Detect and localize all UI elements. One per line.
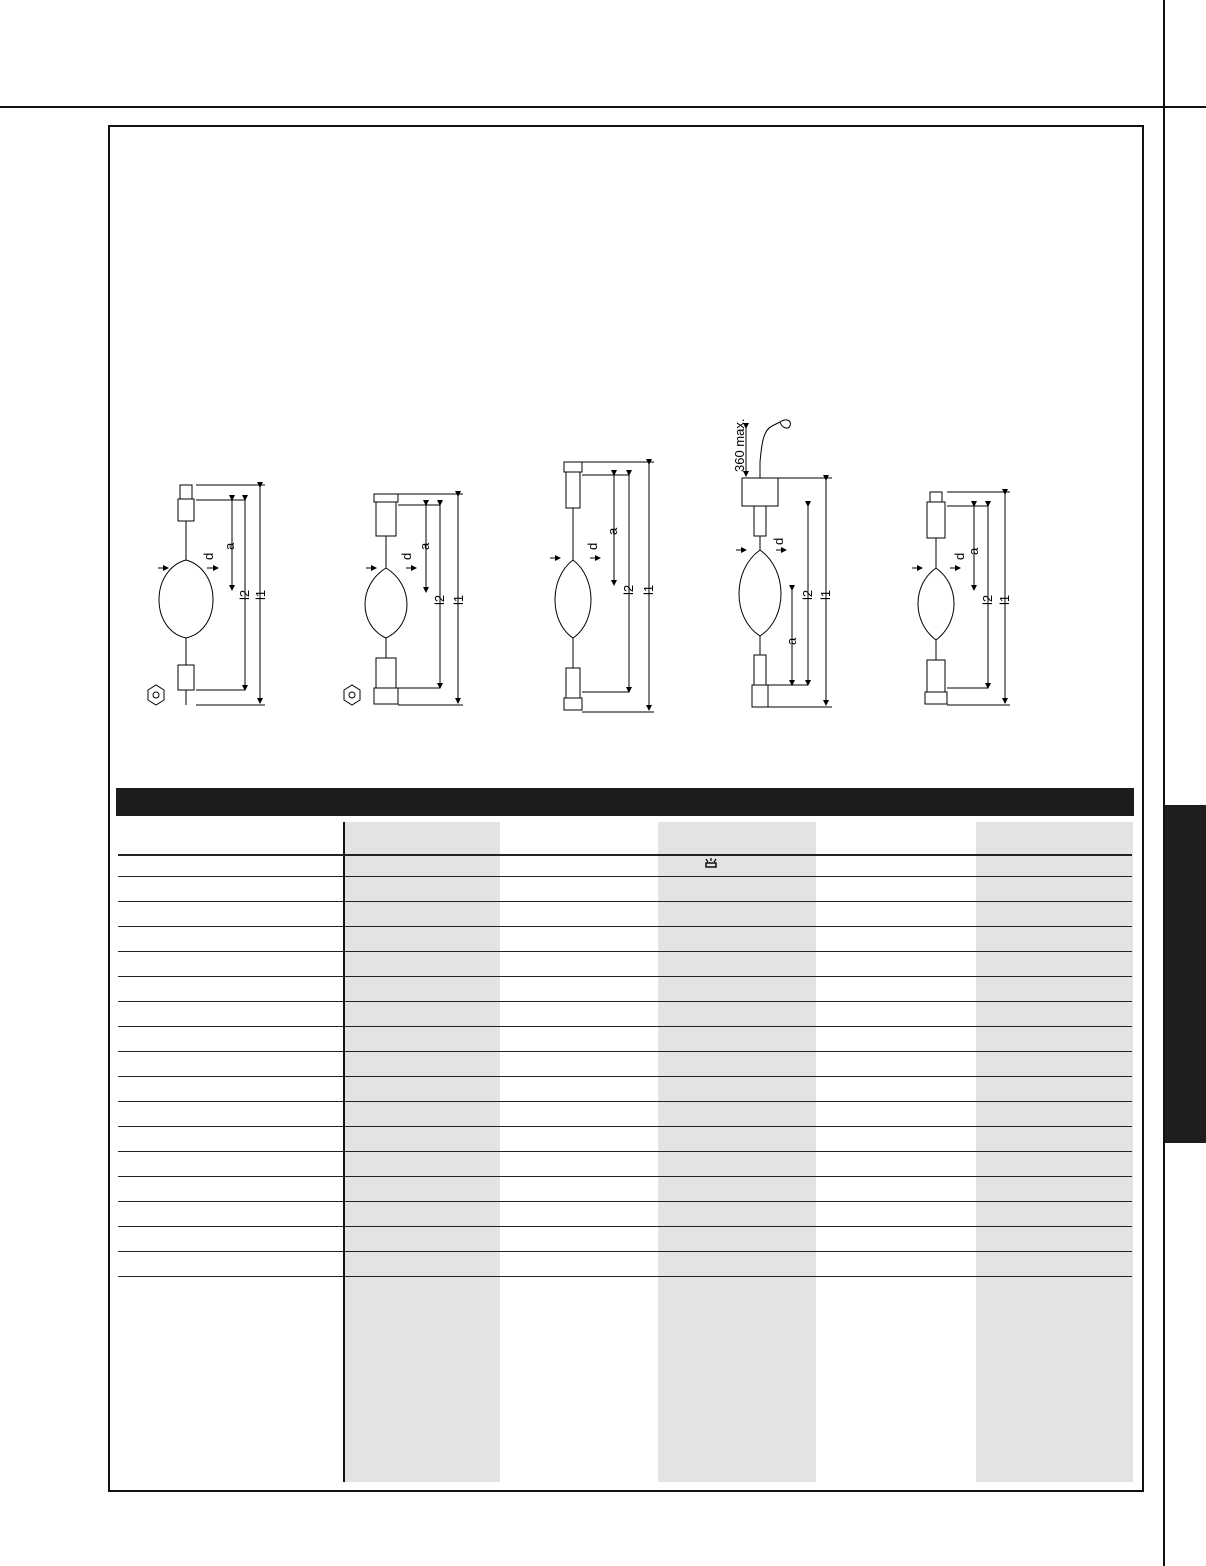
table-row-line [118, 1051, 1132, 1052]
table-column-2 [500, 822, 658, 1482]
right-margin-rule [1163, 0, 1165, 1566]
table-row-line [118, 1251, 1132, 1252]
table-row-line [118, 854, 1132, 856]
table-row-line [118, 926, 1132, 927]
svg-text:l1: l1 [641, 584, 656, 595]
table-column-5 [976, 822, 1133, 1482]
svg-text:l1: l1 [818, 589, 833, 600]
table-column-1 [345, 822, 500, 1482]
lamp-drawing-1 [148, 485, 268, 705]
svg-text:l2: l2 [432, 594, 447, 605]
svg-text:l2: l2 [621, 584, 636, 595]
table-row-line [118, 1276, 1132, 1277]
table-row-line [118, 1101, 1132, 1102]
lamp-drawing-5 [912, 492, 1012, 705]
lamp-drawings [110, 400, 1140, 730]
table-row-line [118, 1026, 1132, 1027]
svg-text:a: a [417, 542, 432, 550]
svg-text:a: a [966, 547, 981, 555]
svg-text:l2: l2 [980, 594, 995, 605]
table-header-bar [116, 788, 1134, 816]
table-row-line [118, 1126, 1132, 1127]
dim-label-l1: l1 [253, 589, 268, 600]
top-rule [0, 106, 1206, 108]
dim-label-d: d [201, 552, 216, 560]
table-row-line [118, 976, 1132, 977]
svg-text:d: d [771, 537, 786, 545]
table-row-line [118, 1076, 1132, 1077]
lamp-drawing-3 [550, 462, 656, 712]
section-tab[interactable] [1165, 805, 1206, 1143]
svg-text:a: a [784, 637, 799, 645]
svg-text:l2: l2 [800, 589, 815, 600]
table-row-line [118, 876, 1132, 877]
svg-text:d: d [585, 542, 600, 550]
table-row-line [118, 1176, 1132, 1177]
table-row-line [118, 1201, 1132, 1202]
lamp-drawing-4 [732, 419, 833, 707]
table-row-line [118, 1001, 1132, 1002]
sun-lamp-icon [704, 857, 718, 869]
label-column-divider [343, 822, 345, 1482]
table-row-line [118, 901, 1132, 902]
table-column-4 [816, 822, 976, 1482]
table-column-3 [658, 822, 816, 1482]
table-row-line [118, 1226, 1132, 1227]
table-row-line [118, 1151, 1132, 1152]
svg-text:a: a [605, 527, 620, 535]
table-row-line [118, 951, 1132, 952]
svg-text:l1: l1 [997, 594, 1012, 605]
dim-label-l2: l2 [237, 589, 252, 600]
svg-text:d: d [399, 552, 414, 560]
lamp-drawing-2 [344, 494, 466, 705]
dim-label-a: a [222, 542, 237, 550]
svg-text:l1: l1 [451, 594, 466, 605]
svg-text:d: d [952, 552, 967, 560]
cable-note-label: 360 max. [732, 418, 747, 472]
